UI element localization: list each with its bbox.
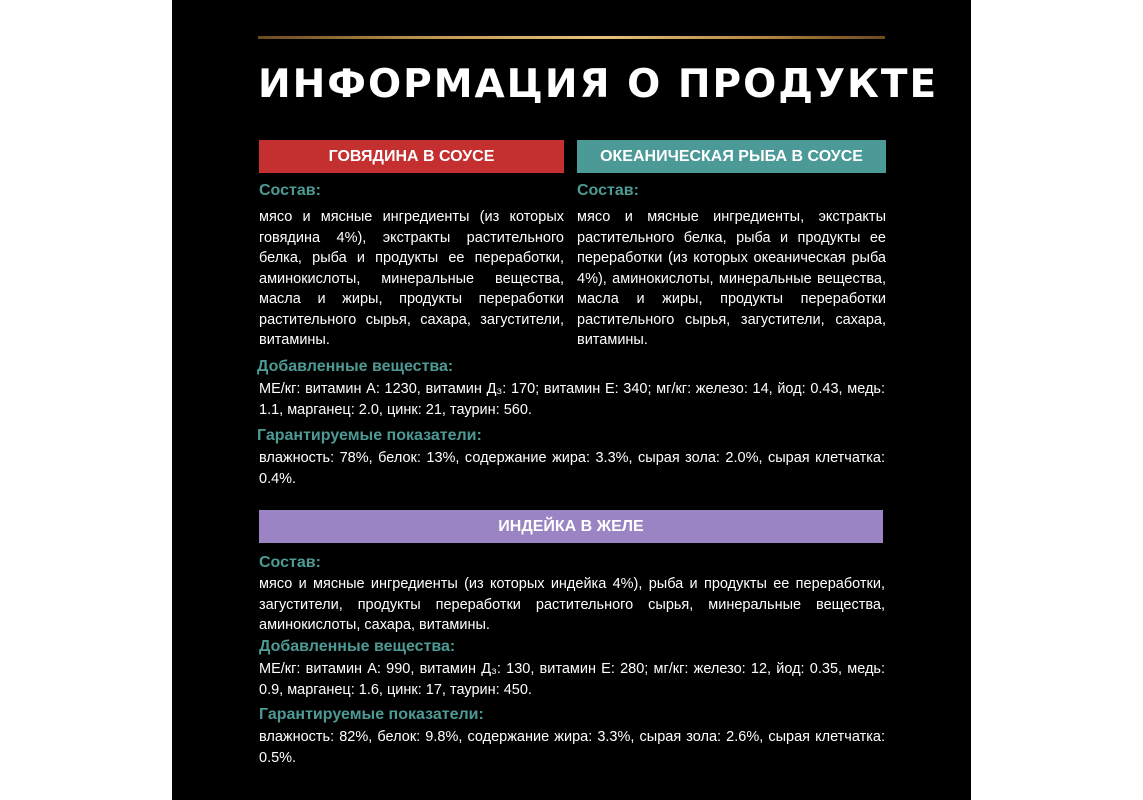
- beef-composition-heading: Состав:: [259, 182, 321, 199]
- product-info-panel: [172, 0, 971, 800]
- beef-banner: ГОВЯДИНА В СОУСЕ: [259, 140, 564, 173]
- turkey-banner: ИНДЕЙКА В ЖЕЛЕ: [259, 510, 883, 543]
- additives-text: МЕ/кг: витамин А: 1230, витамин Д₃: 170; витамин Е: 340; мг/кг: железо: 14, йод: 0.43, медь: 1.1, марганец: 2.0, цинк: 21, таурин: 560.: [259, 381, 885, 418]
- turkey-guaranteed-heading: Гарантируемые показатели:: [259, 706, 484, 723]
- fish-composition-heading: Состав:: [577, 182, 639, 199]
- turkey-additives-text: МЕ/кг: витамин А: 990, витамин Д₃: 130, витамин Е: 280; мг/кг: железо: 12, йод: 0.35, медь: 0.9, марганец: 1.6, цинк: 17, таурин: 450.: [259, 661, 885, 698]
- turkey-guaranteed-text: влажность: 82%, белок: 9.8%, содержание жира: 3.3%, сырая зола: 2.6%, сырая клетчатка: 0.5%.: [259, 729, 885, 766]
- beef-composition-text: мясо и мясные ингредиенты (из которых говядина 4%), экстракты растительного белка, рыба и продукты ее переработки, аминокислоты, минеральные вещества, масла и жиры, продукты переработки растительного сырья, сахара, загустители, витамины.: [259, 209, 564, 348]
- turkey-additives-heading: Добавленные вещества:: [259, 638, 456, 655]
- gold-divider: [258, 36, 885, 39]
- turkey-composition-heading: Состав:: [259, 554, 321, 571]
- guaranteed-text: влажность: 78%, белок: 13%, содержание жира: 3.3%, сырая зола: 2.0%, сырая клетчатка: 0.4%.: [259, 450, 885, 487]
- additives-heading: Добавленные вещества:: [257, 358, 454, 375]
- turkey-composition-text: мясо и мясные ингредиенты (из которых индейка 4%), рыба и продукты ее переработки, загустители, продукты переработки растительного сырья, минеральные вещества, аминокислоты, сахара, витамины.: [259, 576, 885, 633]
- fish-composition-text: мясо и мясные ингредиенты, экстракты растительного белка, рыба и продукты ее переработки (из которых океаническая рыба 4%), аминокислоты, минеральные вещества, масла и жиры, продукты переработки растительного сырья, загустители, сахара, витамины.: [577, 209, 886, 348]
- fish-banner: ОКЕАНИЧЕСКАЯ РЫБА В СОУСЕ: [577, 140, 886, 173]
- guaranteed-heading: Гарантируемые показатели:: [257, 427, 482, 444]
- page-title: ИНФОРМАЦИЯ О ПРОДУКТЕ: [258, 62, 939, 107]
